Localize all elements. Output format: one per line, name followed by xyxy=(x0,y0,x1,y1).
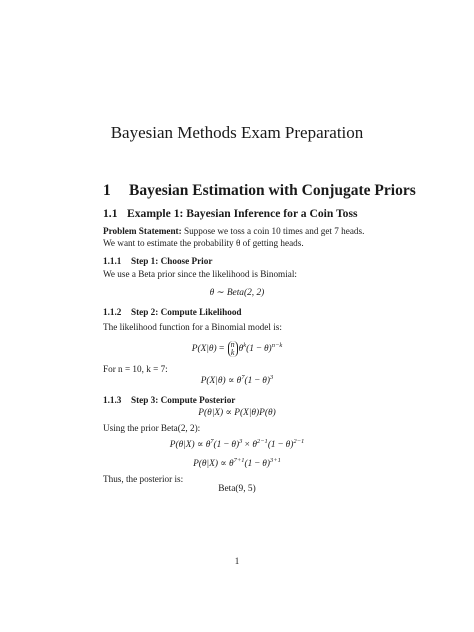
page-number: 1 xyxy=(234,556,240,566)
posterior-result: Beta(9, 5) xyxy=(218,484,256,494)
section-heading xyxy=(103,182,416,200)
likelihood-proportional-equation: $P(X|\theta) \propto \theta^7(1 - \theta)^3$ xyxy=(200,374,274,386)
subsection-title: Example 1: Bayesian Inference for a Coin Toss xyxy=(127,207,358,220)
step3-number: 1.1.3 xyxy=(103,395,122,405)
prior-equation: θ ∼ Beta(2, 2) xyxy=(209,288,265,298)
bayes-rule-equation: P(θ|X) ∝ P(X|θ)P(θ) xyxy=(198,408,276,418)
step3-heading xyxy=(103,395,235,405)
problem-label: Problem Statement: xyxy=(103,226,182,236)
subsection-heading xyxy=(103,207,358,220)
step1-text: We use a Beta prior since the likelihood is Binomial: xyxy=(103,269,297,279)
section-number: 1 xyxy=(103,182,111,199)
binomial-coefficient: n k xyxy=(228,341,238,357)
posterior-product-equation: $P(\theta|X) \propto \theta^7(1 - \theta)^3 \times \theta^{2-1}(1 - \theta)^{2-1}$ xyxy=(169,438,305,450)
step1-heading xyxy=(103,256,212,266)
posterior-combined-equation: $P(\theta|X) \propto \theta^{7+1}(1 - \theta)^{3+1}$ xyxy=(193,457,281,469)
step1-title: Step 1: Choose Prior xyxy=(131,256,213,266)
step3-text: Using the prior Beta(2, 2): xyxy=(103,423,201,433)
likelihood-equation: P(X|θ) = n k $\theta^k(1 - \theta)^{n-k}$ xyxy=(191,340,283,357)
step2-title: Step 2: Compute Likelihood xyxy=(131,307,242,317)
problem-text: Suppose we toss a coin 10 times and get 7 heads. We want to estimate the probability θ of getting heads. xyxy=(103,226,365,248)
step3-title: Step 3: Compute Posterior xyxy=(131,395,236,405)
problem-statement xyxy=(103,225,375,249)
step1-number: 1.1.1 xyxy=(103,256,122,266)
subsection-number: 1.1 xyxy=(103,207,118,220)
section-title: Bayesian Estimation with Conjugate Priors xyxy=(129,182,416,199)
step3-text2: Thus, the posterior is: xyxy=(103,474,184,484)
step2-text: The likelihood function for a Binomial model is: xyxy=(103,322,282,332)
step2-text2: For n = 10, k = 7: xyxy=(103,364,168,374)
step2-number: 1.1.2 xyxy=(103,307,122,317)
step2-heading xyxy=(103,307,242,317)
document-title: Bayesian Methods Exam Preparation xyxy=(110,123,364,142)
